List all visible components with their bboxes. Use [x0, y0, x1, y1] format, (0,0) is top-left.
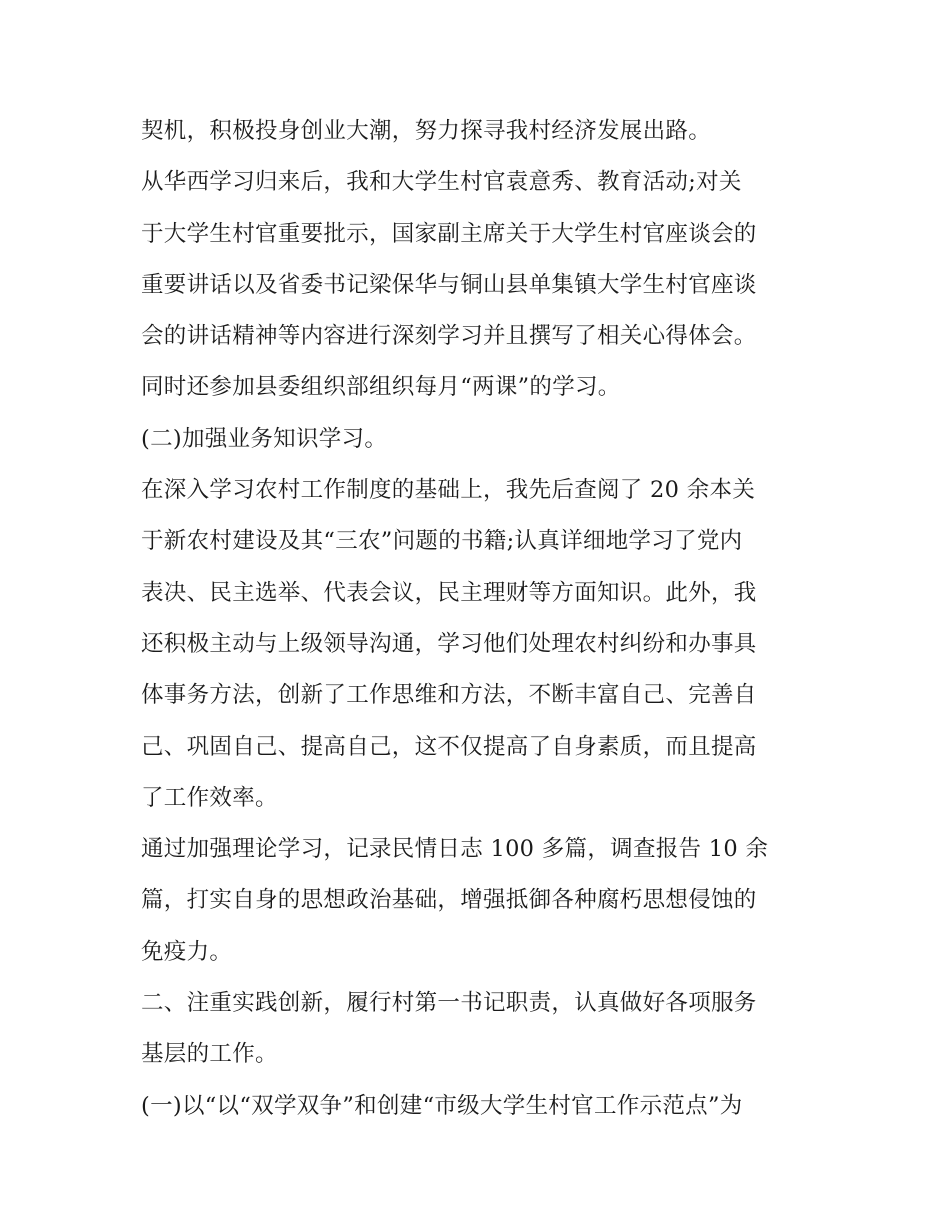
text-line: 还积极主动与上级领导沟通，学习他们处理农村纠纷和办事具	[141, 630, 757, 657]
section-heading: (一)以“以“双学双争”和创建“市级大学生村官工作示范点”为	[141, 1092, 743, 1119]
section-heading: 二、注重实践创新，履行村第一书记职责，认真做好各项服务	[141, 990, 757, 1017]
text-line: 表决、民主选举、代表会议，民主理财等方面知识。此外，我	[141, 579, 757, 606]
text-line: 会的讲话精神等内容进行深刻学习并且撰写了相关心得体会。	[141, 323, 757, 350]
document-body	[141, 106, 821, 1132]
text-line: 于新农村建设及其“三农”问题的书籍;认真详细地学习了党内	[141, 528, 743, 555]
section-heading: (二)加强业务知识学习。	[141, 425, 388, 452]
text-line: 体事务方法，创新了工作思维和方法，不断丰富自己、完善自	[141, 682, 757, 709]
text-line: 从华西学习归来后，我和大学生村官袁意秀、教育活动;对关	[141, 169, 742, 196]
text-line: 免疫力。	[141, 938, 233, 965]
text-line: 于大学生村官重要批示，国家副主席关于大学生村官座谈会的	[141, 220, 757, 247]
text-line: 己、巩固自己、提高自己，这不仅提高了自身素质，而且提高	[141, 733, 757, 760]
text-line: 了工作效率。	[141, 784, 278, 811]
text-line: 通过加强理论学习，记录民情日志 100 多篇，调查报告 10 余	[141, 836, 769, 863]
text-line: 同时还参加县委组织部组织每月“两课”的学习。	[141, 374, 621, 401]
text-line: 在深入学习农村工作制度的基础上，我先后查阅了 20 余本关	[141, 477, 756, 504]
text-line: 重要讲话以及省委书记梁保华与铜山县单集镇大学生村官座谈	[141, 271, 757, 298]
text-line: 篇，打实自身的思想政治基础，增强抵御各种腐朽思想侵蚀的	[141, 887, 757, 914]
text-line: 契机，积极投身创业大潮，努力探寻我村经济发展出路。	[141, 118, 712, 144]
text-line: 基层的工作。	[141, 1041, 278, 1068]
